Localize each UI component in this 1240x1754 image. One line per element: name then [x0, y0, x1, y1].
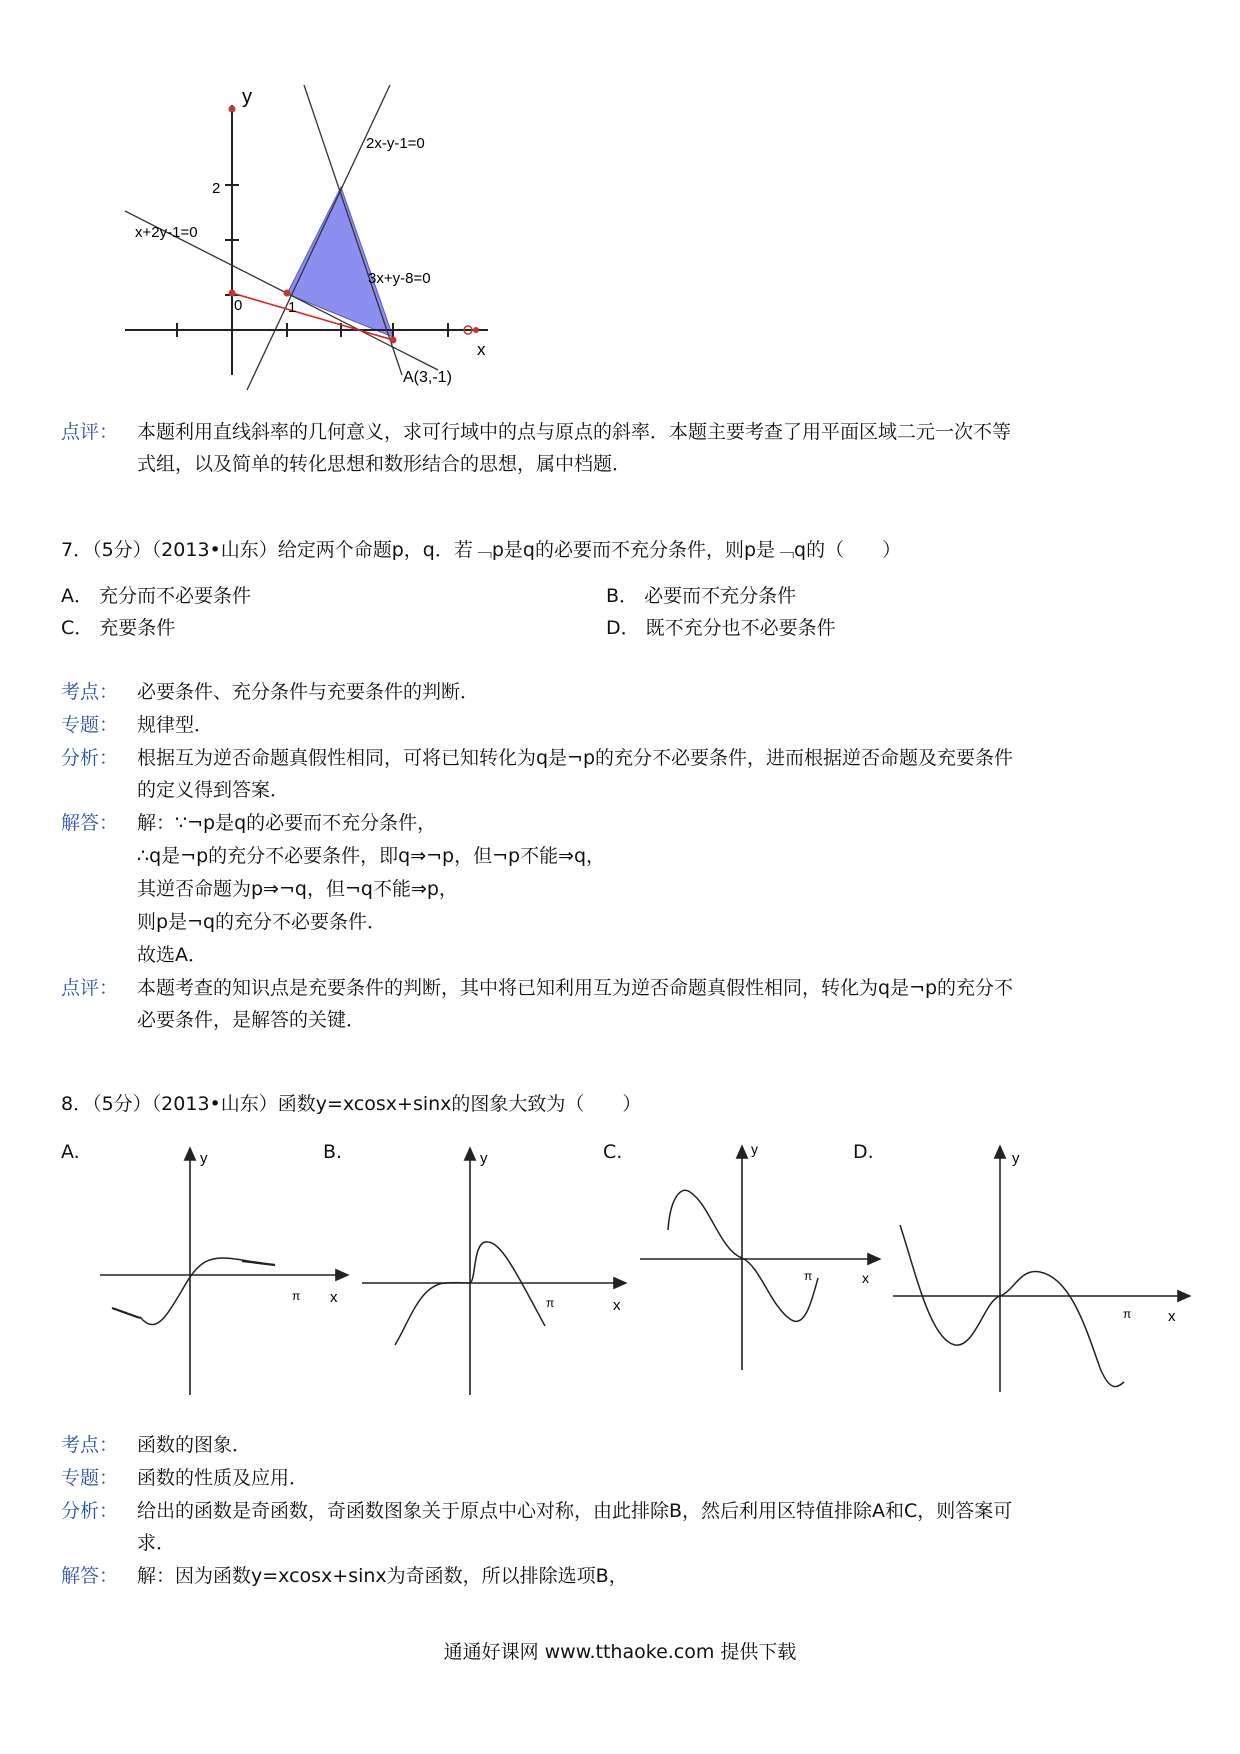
fig-y-label: y	[242, 86, 252, 108]
q8-graph-label-d: D.	[853, 1141, 874, 1163]
q7-jieda5: 故选A．	[137, 944, 207, 966]
label-point-a: A(3,-1)	[403, 369, 452, 386]
fig-tick-1: 1	[288, 299, 297, 316]
q7-fenxi-label: 分析：	[61, 747, 119, 769]
graph-b	[362, 1148, 626, 1395]
q7-jieda2: ∴q是¬p的充分不必要条件，即q⇒¬p，但¬p不能⇒q，	[137, 845, 606, 867]
q8-fenxi-label: 分析：	[61, 1500, 119, 1522]
graph-b-y: y	[480, 1150, 488, 1167]
graph-c-x: x	[862, 1270, 869, 1286]
page-footer: 通通好课网 www.tthaoke.com 提供下载	[443, 1641, 797, 1663]
comment6-label: 点评：	[61, 421, 119, 443]
q7-fenxi2: 的定义得到答案．	[137, 779, 290, 801]
graph-a-pi: π	[292, 1289, 301, 1303]
q8-fenxi1: 给出的函数是奇函数，奇函数图象关于原点中心对称，由此排除B，然后利用区特值排除A和C，则答案可	[137, 1500, 1013, 1522]
graph-c-pi: π	[804, 1269, 813, 1283]
graph-c-y: y	[751, 1141, 758, 1157]
q7-zhuanti-label: 专题：	[61, 714, 119, 736]
graph-b-x: x	[613, 1297, 621, 1314]
q7-dianping1: 本题考查的知识点是充要条件的判断，其中将已知利用互为逆否命题真假性相同，转化为q是¬p的充分不	[137, 977, 1014, 999]
graph-d-y: y	[1012, 1150, 1020, 1167]
label-line2: x+2y-1=0	[135, 224, 198, 241]
q7-kaodian-label: 考点：	[61, 681, 119, 703]
comment6-line2: 式组，以及简单的转化思想和数形结合的思想，属中档题．	[137, 453, 632, 475]
q7-dianping-label: 点评：	[61, 977, 119, 999]
q8-graph-label-b: B.	[323, 1141, 343, 1163]
fig-tick-2: 2	[212, 180, 221, 197]
q7-jieda3: 其逆否命题为p⇒¬q，但¬q不能⇒p，	[137, 878, 458, 900]
q7-jieda4: 则p是¬q的充分不必要条件．	[137, 911, 387, 933]
q7-zhuanti: 规律型．	[137, 714, 214, 736]
line-3x+y-8	[304, 85, 402, 375]
q7-option-b: B． 必要而不充分条件	[606, 585, 797, 607]
q7-option-c: C． 充要条件	[61, 617, 176, 639]
q8-graph-label-c: C.	[603, 1141, 623, 1163]
comment6-line1: 本题利用直线斜率的几何意义，求可行域中的点与原点的斜率．本题主要考查了用平面区域二元一次不等	[137, 421, 1012, 443]
q8-fenxi2: 求．	[137, 1532, 176, 1554]
q8-graphs	[0, 1120, 1240, 1400]
fig-origin: 0	[234, 297, 243, 314]
q7-dianping2: 必要条件，是解答的关键．	[137, 1009, 366, 1031]
q8-zhuanti-label: 专题：	[61, 1467, 119, 1489]
q8-kaodian: 函数的图象．	[137, 1434, 252, 1456]
q7-kaodian: 必要条件、充分条件与充要条件的判断．	[137, 681, 480, 703]
fig-x-label: x	[477, 340, 486, 359]
q8-jieda-label: 解答：	[61, 1565, 119, 1587]
graph-a	[100, 1148, 348, 1395]
label-line3: 3x+y-8=0	[368, 270, 431, 287]
q7-option-a: A． 充分而不必要条件	[61, 585, 252, 607]
graph-d	[893, 1146, 1190, 1392]
graph-d-pi: π	[1123, 1307, 1132, 1321]
graph-b-pi: π	[546, 1296, 555, 1310]
q8-graph-label-a: A.	[61, 1141, 80, 1163]
q7-stem: 7．（5分）（2013•山东）给定两个命题p，q．若﹁p是q的必要而不充分条件，则p是﹁q的（ ）	[61, 539, 902, 561]
q8-zhuanti: 函数的性质及应用．	[137, 1467, 309, 1489]
q7-jieda-label: 解答：	[61, 812, 119, 834]
q8-jieda1: 解：因为函数y=xcosx+sinx为奇函数，所以排除选项B，	[137, 1565, 628, 1587]
line-2x-y-1	[247, 85, 390, 390]
q7-jieda1: 解：∵¬p是q的必要而不充分条件，	[137, 812, 437, 834]
label-line1: 2x-y-1=0	[366, 135, 425, 152]
graph-a-y: y	[200, 1150, 208, 1167]
q7-fenxi1: 根据互为逆否命题真假性相同，可将已知转化为q是¬p的充分不必要条件，进而根据逆否命题及充要条件	[137, 747, 1014, 769]
graph-c	[640, 1141, 880, 1370]
q7-option-d: D． 既不充分也不必要条件	[606, 617, 836, 639]
feasible-region-figure	[120, 85, 560, 420]
q8-stem: 8．（5分）（2013•山东）函数y=xcosx+sinx的图象大致为（ ）	[61, 1093, 642, 1115]
graph-d-x: x	[1168, 1308, 1176, 1325]
q8-kaodian-label: 考点：	[61, 1434, 119, 1456]
graph-a-x: x	[330, 1289, 338, 1306]
